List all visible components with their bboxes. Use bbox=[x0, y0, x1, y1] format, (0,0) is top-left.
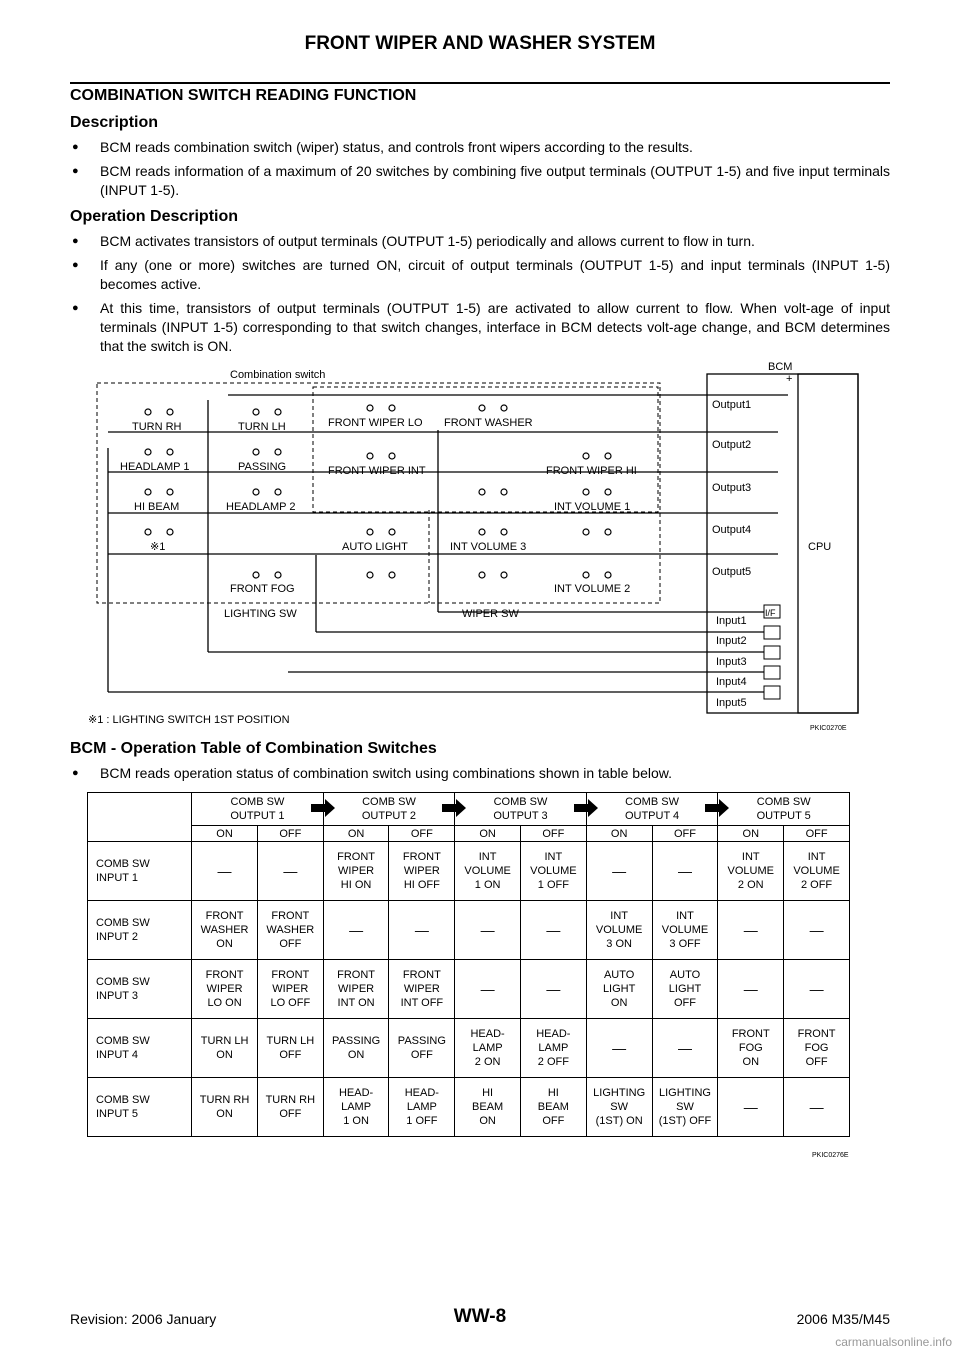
switch-int-volume1: INT VOLUME 1 bbox=[554, 501, 631, 513]
table-row bbox=[88, 901, 850, 960]
table-row bbox=[88, 1078, 850, 1137]
table-row bbox=[88, 842, 850, 901]
operation-bullet: ● At this time, transistors of output terminals (OUTPUT 1-5) are activated to allow current to flow. When volt-age of input terminals (INPUT 1-5) corresponding to that switch changes, interface in BCM detects volt-age change, and BCM determines that the switch is ON. bbox=[70, 299, 890, 356]
table-row bbox=[88, 960, 850, 1019]
switch-front-fog: FRONT FOG bbox=[230, 583, 295, 595]
table-cell: FRONT WIPER LO OFF bbox=[257, 960, 323, 1019]
table-cell: HEAD- LAMP 1 OFF bbox=[389, 1078, 455, 1137]
table-input-header: COMB SW INPUT 2 bbox=[88, 901, 192, 960]
table-cell: HEAD- LAMP 2 OFF bbox=[520, 1019, 586, 1078]
input3-label: Input3 bbox=[716, 656, 747, 668]
footer-model: 2006 M35/M45 bbox=[796, 1311, 890, 1327]
output2-label: Output2 bbox=[712, 439, 752, 451]
input1-label: Input1 bbox=[716, 615, 747, 627]
switch-front-washer: FRONT WASHER bbox=[444, 417, 533, 429]
table-cell: — bbox=[455, 901, 521, 960]
table-cell: — bbox=[718, 901, 784, 960]
table-cell: PASSING ON bbox=[323, 1019, 389, 1078]
output5-label: Output5 bbox=[712, 566, 752, 578]
table-cell: INT VOLUME 1 ON bbox=[455, 842, 521, 901]
table-cell: TURN LH OFF bbox=[257, 1019, 323, 1078]
output1-label: Output1 bbox=[712, 399, 752, 411]
operation-section bbox=[70, 208, 890, 356]
table-code: PKIC0276E bbox=[812, 1152, 849, 1159]
table-state-cell: OFF bbox=[520, 826, 586, 842]
table-state-cell: ON bbox=[718, 826, 784, 842]
table-cell: TURN RH OFF bbox=[257, 1078, 323, 1137]
header-rule bbox=[70, 82, 890, 84]
description-section bbox=[70, 114, 890, 200]
bcm-label: BCM bbox=[768, 361, 793, 373]
main-content bbox=[70, 87, 890, 364]
table-cell: FRONT FOG ON bbox=[718, 1019, 784, 1078]
table-cell: — bbox=[718, 1078, 784, 1137]
table-cell: HEAD- LAMP 2 ON bbox=[455, 1019, 521, 1078]
switch-headlamp2: HEADLAMP 2 bbox=[226, 501, 296, 513]
table-cell: FRONT WIPER HI OFF bbox=[389, 842, 455, 901]
table-cell: LIGHTING SW (1ST) ON bbox=[586, 1078, 652, 1137]
arrow-right-icon bbox=[442, 799, 466, 817]
switch-note1: ※1 bbox=[150, 541, 166, 553]
table-cell: — bbox=[455, 960, 521, 1019]
operation-bullet: ● If any (one or more) switches are turned ON, circuit of output terminals (OUTPUT 1-5) and input terminals (INPUT 1-5) becomes active. bbox=[70, 256, 890, 294]
table-input-header: COMB SW INPUT 1 bbox=[88, 842, 192, 901]
table-cell: FRONT WIPER HI ON bbox=[323, 842, 389, 901]
switch-int-volume2: INT VOLUME 2 bbox=[554, 583, 631, 595]
table-cell: — bbox=[389, 901, 455, 960]
table-cell: — bbox=[586, 842, 652, 901]
table-output-header: COMB SW OUTPUT 5 bbox=[718, 793, 850, 826]
switch-front-wiper-int: FRONT WIPER INT bbox=[328, 465, 426, 477]
input-lines bbox=[108, 400, 764, 692]
if-boxes bbox=[764, 605, 780, 699]
table-output-header: COMB SW OUTPUT 3 bbox=[455, 793, 587, 826]
table-cell: — bbox=[586, 1019, 652, 1078]
table-state-cell: OFF bbox=[784, 826, 850, 842]
switch-hi-beam: HI BEAM bbox=[134, 501, 180, 513]
combination-switch-diagram bbox=[88, 360, 868, 736]
switch-front-wiper-hi: FRONT WIPER HI bbox=[546, 465, 637, 477]
table-cell: TURN LH ON bbox=[192, 1019, 258, 1078]
switch-auto-light: AUTO LIGHT bbox=[342, 541, 408, 553]
diagram-footnote: ※1 : LIGHTING SWITCH 1ST POSITION bbox=[88, 714, 290, 726]
section-title: COMBINATION SWITCH READING FUNCTION bbox=[70, 87, 417, 104]
footer-page-number: WW-8 bbox=[453, 1306, 507, 1327]
description-bullet: ● BCM reads information of a maximum of 20 switches by combining five output terminals (OUTPUT 1-5) and five input terminals (INPUT 1-5). bbox=[70, 162, 890, 200]
switch-turn-rh: TURN RH bbox=[132, 421, 182, 433]
table-cell: — bbox=[520, 960, 586, 1019]
input5-label: Input5 bbox=[716, 697, 747, 709]
table-cell: INT VOLUME 1 OFF bbox=[520, 842, 586, 901]
table-cell: — bbox=[784, 901, 850, 960]
diagram-code: PKIC0270E bbox=[810, 725, 847, 732]
operation-table-bullet: ● BCM reads operation status of combination switch using combinations shown in table below. bbox=[70, 764, 890, 783]
switch-headlamp1: HEADLAMP 1 bbox=[120, 461, 190, 473]
table-cell: AUTO LIGHT ON bbox=[586, 960, 652, 1019]
switch-front-wiper-lo: FRONT WIPER LO bbox=[328, 417, 423, 429]
table-cell: LIGHTING SW (1ST) OFF bbox=[652, 1078, 718, 1137]
arrow-right-icon bbox=[311, 799, 335, 817]
table-cell: — bbox=[192, 842, 258, 901]
cpu-label: CPU bbox=[808, 541, 832, 553]
table-cell: FRONT FOG OFF bbox=[784, 1019, 850, 1078]
table-cell: FRONT WASHER ON bbox=[192, 901, 258, 960]
table-output-header: COMB SW OUTPUT 1 bbox=[192, 793, 324, 826]
table-state-cell: OFF bbox=[257, 826, 323, 842]
table-output-header: COMB SW OUTPUT 2 bbox=[323, 793, 455, 826]
table-state-row bbox=[88, 826, 850, 842]
description-bullet: ● BCM reads combination switch (wiper) status, and controls front wipers according to the results. bbox=[70, 138, 890, 157]
arrow-right-icon bbox=[574, 799, 598, 817]
table-cell: INT VOLUME 3 OFF bbox=[652, 901, 718, 960]
table-state-cell: ON bbox=[586, 826, 652, 842]
table-input-header: COMB SW INPUT 5 bbox=[88, 1078, 192, 1137]
arrow-right-icon bbox=[705, 799, 729, 817]
table-input-header: COMB SW INPUT 3 bbox=[88, 960, 192, 1019]
operation-table-section bbox=[70, 740, 890, 788]
table-cell: TURN RH ON bbox=[192, 1078, 258, 1137]
table-cell: — bbox=[323, 901, 389, 960]
operation-bullet: ● BCM activates transistors of output terminals (OUTPUT 1-5) periodically and allows current to flow in turn. bbox=[70, 232, 890, 251]
operation-heading: Operation Description bbox=[70, 208, 239, 225]
table-input-header: COMB SW INPUT 4 bbox=[88, 1019, 192, 1078]
table-cell: FRONT WIPER LO ON bbox=[192, 960, 258, 1019]
input4-label: Input4 bbox=[716, 676, 747, 688]
input2-label: Input2 bbox=[716, 635, 747, 647]
table-cell: FRONT WIPER INT OFF bbox=[389, 960, 455, 1019]
table-row bbox=[88, 1019, 850, 1078]
if-label: I/F bbox=[765, 608, 776, 618]
table-state-cell: ON bbox=[192, 826, 258, 842]
footer-revision: Revision: 2006 January bbox=[70, 1311, 217, 1327]
description-heading: Description bbox=[70, 114, 159, 131]
table-output-header: COMB SW OUTPUT 4 bbox=[586, 793, 718, 826]
combination-switch-label: Combination switch bbox=[230, 369, 326, 381]
table-state-cell: ON bbox=[455, 826, 521, 842]
switch-passing: PASSING bbox=[238, 461, 287, 473]
table-cell: — bbox=[784, 1078, 850, 1137]
table-cell: FRONT WASHER OFF bbox=[257, 901, 323, 960]
table-cell: INT VOLUME 2 ON bbox=[718, 842, 784, 901]
table-cell: — bbox=[718, 960, 784, 1019]
table-state-cell: ON bbox=[323, 826, 389, 842]
table-cell: INT VOLUME 2 OFF bbox=[784, 842, 850, 901]
operation-table bbox=[87, 792, 850, 1137]
table-cell: — bbox=[652, 842, 718, 901]
table-cell: FRONT WIPER INT ON bbox=[323, 960, 389, 1019]
plus-label: + bbox=[786, 373, 793, 385]
table-cell: INT VOLUME 3 ON bbox=[586, 901, 652, 960]
table-header-row bbox=[88, 793, 850, 826]
output3-label: Output3 bbox=[712, 482, 752, 494]
table-corner-cell bbox=[88, 793, 192, 842]
switch-turn-lh: TURN LH bbox=[238, 421, 286, 433]
output4-label: Output4 bbox=[712, 524, 752, 536]
wiper-sw-label: WIPER SW bbox=[462, 608, 519, 620]
table-cell: — bbox=[520, 901, 586, 960]
watermark: carmanualsonline.info bbox=[835, 1335, 952, 1349]
operation-table-heading: BCM - Operation Table of Combination Switches bbox=[70, 740, 437, 757]
page-title: FRONT WIPER AND WASHER SYSTEM bbox=[304, 33, 656, 54]
table-cell: AUTO LIGHT OFF bbox=[652, 960, 718, 1019]
table-state-cell: OFF bbox=[389, 826, 455, 842]
table-cell: — bbox=[784, 960, 850, 1019]
lighting-sw-label: LIGHTING SW bbox=[224, 608, 297, 620]
table-state-cell: OFF bbox=[652, 826, 718, 842]
table-cell: HI BEAM ON bbox=[455, 1078, 521, 1137]
table-cell: PASSING OFF bbox=[389, 1019, 455, 1078]
table-cell: HEAD- LAMP 1 ON bbox=[323, 1078, 389, 1137]
table-cell: HI BEAM OFF bbox=[520, 1078, 586, 1137]
switch-int-volume3: INT VOLUME 3 bbox=[450, 541, 527, 553]
table-cell: — bbox=[257, 842, 323, 901]
table-cell: — bbox=[652, 1019, 718, 1078]
